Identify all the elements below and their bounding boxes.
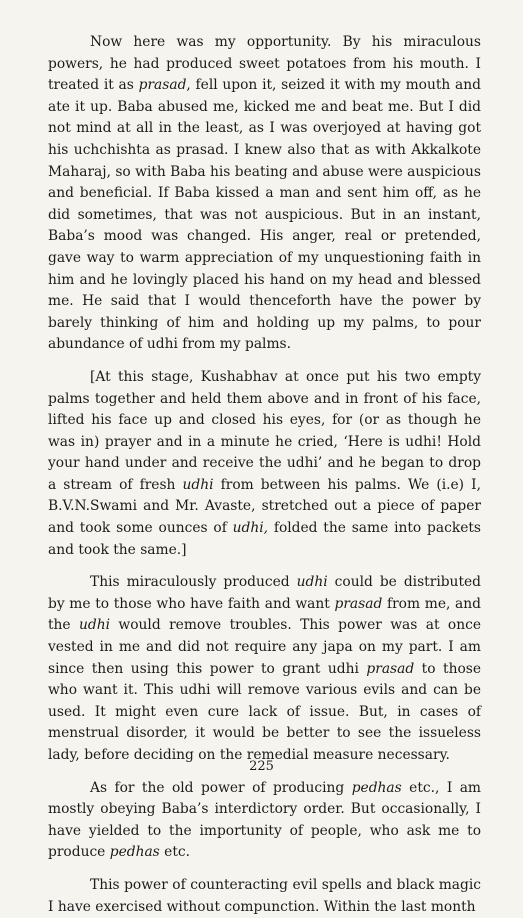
italic-term: pedhas: [109, 844, 160, 861]
paragraph: [48, 32, 481, 356]
text-run: As for the old power of producing: [90, 779, 352, 796]
text-run: etc., I am mostly obeying Baba’s interdictory order. But occasionally, I have yielded to the importunity of people, who ask me to produce: [48, 779, 482, 861]
italic-term: prasad: [366, 660, 415, 677]
italic-term: udhi: [296, 574, 328, 591]
italic-term: prasad: [138, 77, 187, 94]
text-run: from me, and the: [48, 595, 481, 634]
text-run: This miraculously produced: [90, 574, 297, 591]
paragraph: [48, 572, 481, 766]
italic-term: prasad: [334, 595, 383, 612]
page-number: 225: [249, 759, 274, 774]
text-run: from between his palms. We (i.e) I, B.V.N.Swami and Mr. Avaste, stretched out a piece of paper and took some ounces of: [48, 476, 481, 537]
text-run: , fell upon it, seized it with my mouth and ate it up. Baba abused me, kicked me and beat me. But I did not mind at all in the least, as I was overjoyed at having got his uchchishta as prasad. I knew also that as with Akkalkote Maharaj, so with Baba his beating and abuse were auspicious and beneficial. If Baba kissed a man and sent him off, as he did sometimes, that was not auspicious. But in an instant, Baba’s mood was changed. His anger, real or pretended, gave way to warm appreciation of my unquestioning faith in him and he lovingly placed his hand on my head and blessed me. He said that I would thenceforth have the power by barely thinking of him and holding up my palms, to pour abundance of udhi from my palms.: [48, 77, 481, 353]
paragraph: [48, 875, 481, 918]
paragraph: [48, 778, 481, 864]
italic-term: pedhas: [351, 779, 402, 796]
italic-term: udhi: [79, 617, 111, 634]
text-run: to those who want it. This udhi will remove various evils and can be used. It might even cure lack of issue. But, in cases of menstrual disorder, it would be better to see the issueless lady, before deciding on the remedial measure necessary.: [48, 660, 482, 763]
text-run: would remove troubles. This power was at once vested in me and did not require any japa on my part. I am since then using this power to grant udhi: [48, 617, 482, 677]
italic-term: udhi,: [232, 520, 269, 537]
italic-term: udhi: [182, 476, 214, 493]
text-run: Now here was my opportunity. By his miraculous powers, he had produced sweet potatoes from his mouth. I treated it as: [48, 34, 481, 94]
text-run: could be distributed by me to those who have faith and want: [48, 574, 481, 612]
body-text: [48, 32, 481, 918]
text-run: etc.: [159, 844, 190, 861]
paragraph: [48, 367, 481, 561]
text-run: This power of counteracting evil spells and black magic I have exercised without compunction. Within the last month: [48, 876, 481, 915]
text-run: [At this stage, Kushabhav at once put his two empty palms together and held them above and in front of his face, lifted his face up and closed his eyes, for (or as though he was in) prayer and in a minute he cried, ‘Here is udhi! Hold your hand under and receive the udhi’ and he began to drop a stream of fresh: [48, 368, 481, 493]
text-run: folded the same into packets and took the same.]: [48, 520, 481, 558]
